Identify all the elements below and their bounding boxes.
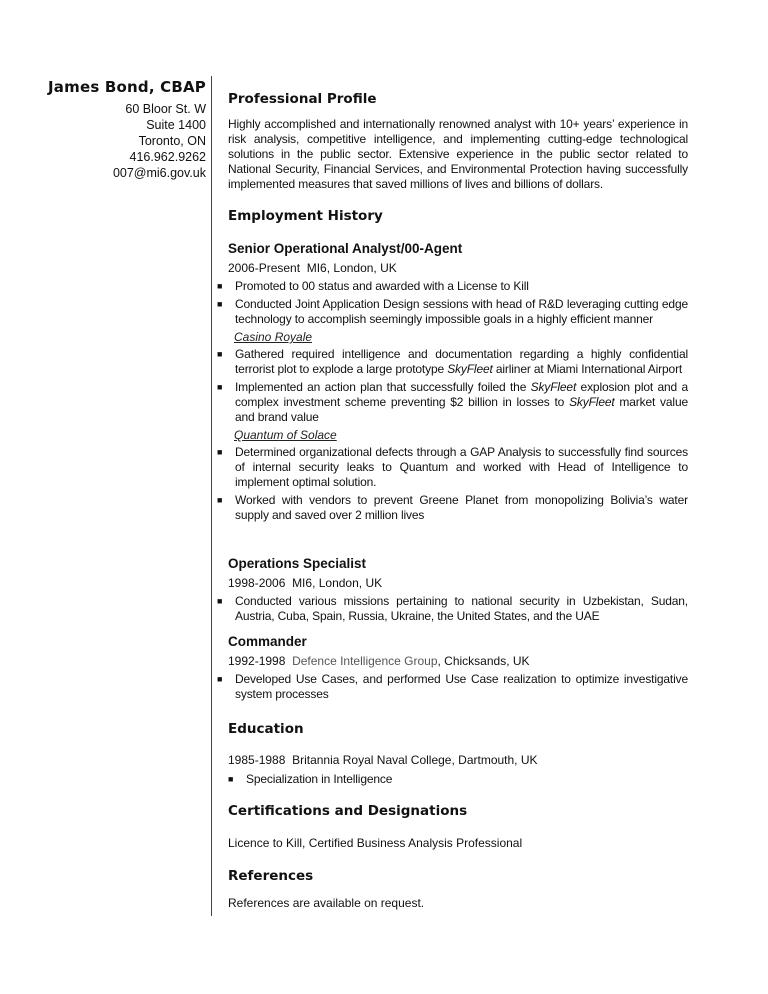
references-text: References are available on request. bbox=[228, 896, 425, 910]
bullet-icon: ■ bbox=[217, 299, 223, 309]
education-heading: Education bbox=[228, 721, 304, 737]
bullet-icon: ■ bbox=[217, 281, 223, 291]
job-dates: 2006-Present bbox=[228, 261, 301, 275]
job-org-link[interactable]: Defence Intelligence Group bbox=[292, 654, 438, 668]
project-title-casino-royale: Casino Royale bbox=[234, 330, 313, 344]
certifications-section bbox=[228, 804, 688, 851]
contact-block bbox=[40, 78, 206, 181]
bullet-icon: ■ bbox=[228, 774, 234, 784]
references-section bbox=[228, 869, 688, 911]
address-line-street: 60 Bloor St. W bbox=[125, 102, 206, 116]
job-senior-analyst bbox=[217, 241, 688, 526]
certifications-text: Licence to Kill, Certified Business Analysis Professional bbox=[228, 836, 523, 850]
education-meta bbox=[228, 753, 688, 768]
list-item: ■ Developed Use Cases, and performed Use Case realization to optimize investigative system processes bbox=[217, 672, 688, 701]
list-item: ■ Conducted various missions pertaining to national security in Uzbekistan, Sudan, Austria, Cuba, Spain, Russia, Ukraine, the United States, and the UAE bbox=[217, 594, 688, 623]
profile-section bbox=[228, 92, 688, 192]
certifications-heading: Certifications and Designations bbox=[228, 803, 468, 819]
list-item: ■ Implemented an action plan that successfully foiled the SkyFleet explosion plot and a complex investment scheme preventing $2 billion in losses to SkyFleet market value and brand value bbox=[217, 380, 688, 424]
job-commander bbox=[217, 634, 688, 705]
job-org: MI6, London, UK bbox=[292, 576, 383, 590]
job-dates: 1992-1998 bbox=[228, 654, 286, 668]
profile-text: Highly accomplished and internationally renowned analyst with 10+ years’ experience in risk analysis, competitive intelligence, and implementing cutting-edge technological solutions in the public sector. Extensive experience in the public sector related to National Security, Financial Services, and Environmental Protection having successfully implemented measures that saved millions of lives and billions of dollars. bbox=[228, 117, 688, 191]
job-title: Senior Operational Analyst/00-Agent bbox=[228, 241, 463, 256]
list-item: ■ Gathered required intelligence and documentation regarding a highly confidential terrorist plot to explode a large prototype SkyFleet airliner at Miami International Airport bbox=[217, 347, 688, 376]
address-line-city: Toronto, ON bbox=[138, 134, 206, 148]
list-item: ■ Worked with vendors to prevent Greene Planet from monopolizing Bolivia’s water supply and saved over 2 million lives bbox=[217, 493, 688, 522]
email-address: 007@mi6.gov.uk bbox=[112, 166, 206, 180]
education-bullets bbox=[228, 772, 688, 787]
employment-heading: Employment History bbox=[228, 208, 383, 224]
project-bullets bbox=[217, 445, 688, 523]
list-item: ■ Conducted Joint Application Design sessions with head of R&D leveraging cutting edge technology to accomplish seemingly impossible goals in a highly efficient manner bbox=[217, 297, 688, 326]
references-heading: References bbox=[228, 868, 314, 884]
list-item: ■ Determined organizational defects through a GAP Analysis to successfully find sources of internal security leaks to Quantum and worked with Head of Intelligence to implement optimal solution. bbox=[217, 445, 688, 489]
list-item: ■ Promoted to 00 status and awarded with a License to Kill bbox=[217, 279, 529, 293]
profile-heading: Professional Profile bbox=[228, 91, 377, 107]
employment-heading-block bbox=[228, 209, 688, 234]
column-divider bbox=[211, 76, 212, 916]
job-bullets bbox=[217, 672, 688, 702]
job-bullets bbox=[217, 594, 688, 624]
address-line-suite: Suite 1400 bbox=[146, 118, 206, 132]
bullet-icon: ■ bbox=[217, 674, 223, 684]
bullet-icon: ■ bbox=[217, 596, 223, 606]
education-school: Britannia Royal Naval College, Dartmouth, UK bbox=[292, 753, 538, 767]
bullet-icon: ■ bbox=[217, 382, 223, 392]
job-org-location: , Chicksands, UK bbox=[437, 654, 530, 668]
job-title: Operations Specialist bbox=[228, 556, 367, 571]
project-title-quantum-of-solace: Quantum of Solace bbox=[234, 428, 337, 442]
project-bullets bbox=[217, 347, 688, 425]
phone-number: 416.962.9262 bbox=[129, 150, 206, 164]
job-meta bbox=[228, 261, 688, 276]
job-operations-specialist bbox=[217, 556, 688, 627]
education-dates: 1985-1988 bbox=[228, 753, 286, 767]
bullet-icon: ■ bbox=[217, 349, 223, 359]
job-meta bbox=[228, 654, 688, 669]
job-bullets bbox=[217, 279, 688, 327]
job-title: Commander bbox=[228, 634, 307, 649]
job-org: MI6, London, UK bbox=[306, 261, 397, 275]
education-section bbox=[228, 722, 688, 790]
job-dates: 1998-2006 bbox=[228, 576, 286, 590]
candidate-name: James Bond, CBAP bbox=[48, 78, 206, 96]
list-item: ■ Specialization in Intelligence bbox=[228, 772, 393, 786]
job-meta bbox=[228, 576, 688, 591]
bullet-icon: ■ bbox=[217, 447, 223, 457]
bullet-icon: ■ bbox=[217, 495, 223, 505]
